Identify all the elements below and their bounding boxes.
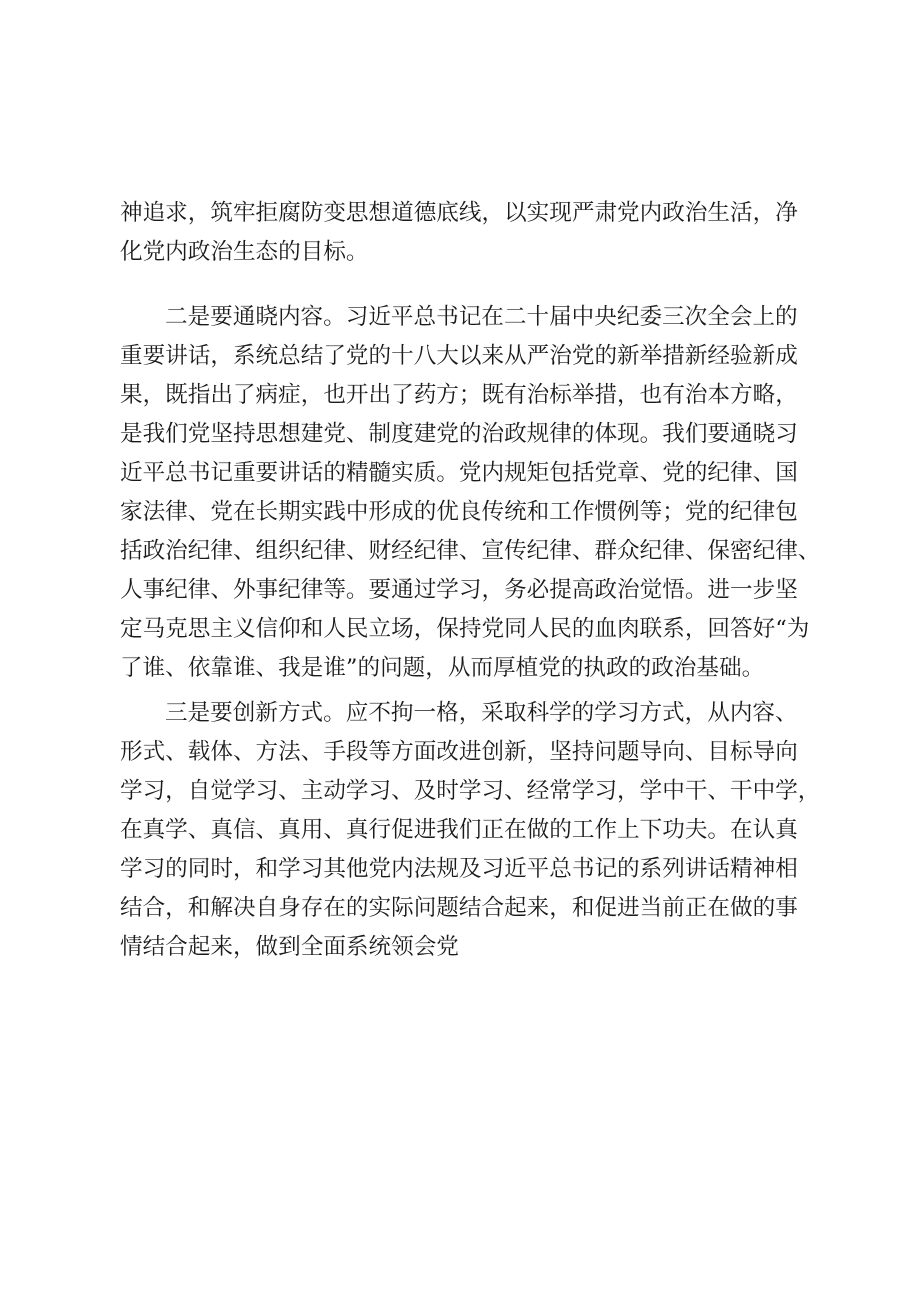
text-line: 二是要通晓内容。习近平总书记在二十届中央纪委三次全会上的 bbox=[165, 304, 798, 330]
text-line: 形式、载体、方法、手段等方面改进创新，坚持问题导向、目标导向 bbox=[120, 739, 798, 765]
text-line: 人事纪律、外事纪律等。要通过学习，务必提高政治觉悟。进一步坚 bbox=[120, 577, 798, 603]
text-line: 括政治纪律、组织纪律、财经纪律、宣传纪律、群众纪律、保密纪律、 bbox=[120, 538, 821, 564]
text-line: 学习，自觉学习、主动学习、及时学习、经常学习，学中干、干中学， bbox=[120, 778, 821, 804]
text-line: 家法律、党在长期实践中形成的优良传统和工作惯例等；党的纪律包 bbox=[120, 499, 798, 525]
text-line: 在真学、真信、真用、真行促进我们正在做的工作上下功夫。在认真 bbox=[120, 817, 798, 843]
text-line: 结合，和解决自身存在的实际问题结合起来，和促进当前正在做的事 bbox=[120, 895, 798, 921]
text-line: 学习的同时，和学习其他党内法规及习近平总书记的系列讲话精神相 bbox=[120, 856, 798, 882]
text-line: 神追求，筑牢拒腐防变思想道德底线，以实现严肃党内政治生活，净 bbox=[120, 200, 798, 226]
text-line: 三是要创新方式。应不拘一格，采取科学的学习方式，从内容、 bbox=[165, 700, 798, 726]
text-line: 重要讲话，系统总结了党的十八大以来从严治党的新举措新经验新成 bbox=[120, 343, 798, 369]
text-line: 了谁、依靠谁、我是谁”的问题，从而厚植党的执政的政治基础。 bbox=[120, 655, 765, 681]
text-line: 情结合起来，做到全面系统领会党 bbox=[120, 934, 459, 960]
text-line: 近平总书记重要讲话的精髓实质。党内规矩包括党章、党的纪律、国 bbox=[120, 460, 798, 486]
text-line: 果，既指出了病症，也开出了药方；既有治标举措，也有治本方略， bbox=[120, 382, 798, 408]
text-line: 定马克思主义信仰和人民立场，保持党同人民的血肉联系，回答好“为 bbox=[120, 616, 810, 642]
text-line: 是我们党坚持思想建党、制度建党的治政规律的体现。我们要通晓习 bbox=[120, 421, 798, 447]
text-line: 化党内政治生态的目标。 bbox=[120, 239, 369, 265]
